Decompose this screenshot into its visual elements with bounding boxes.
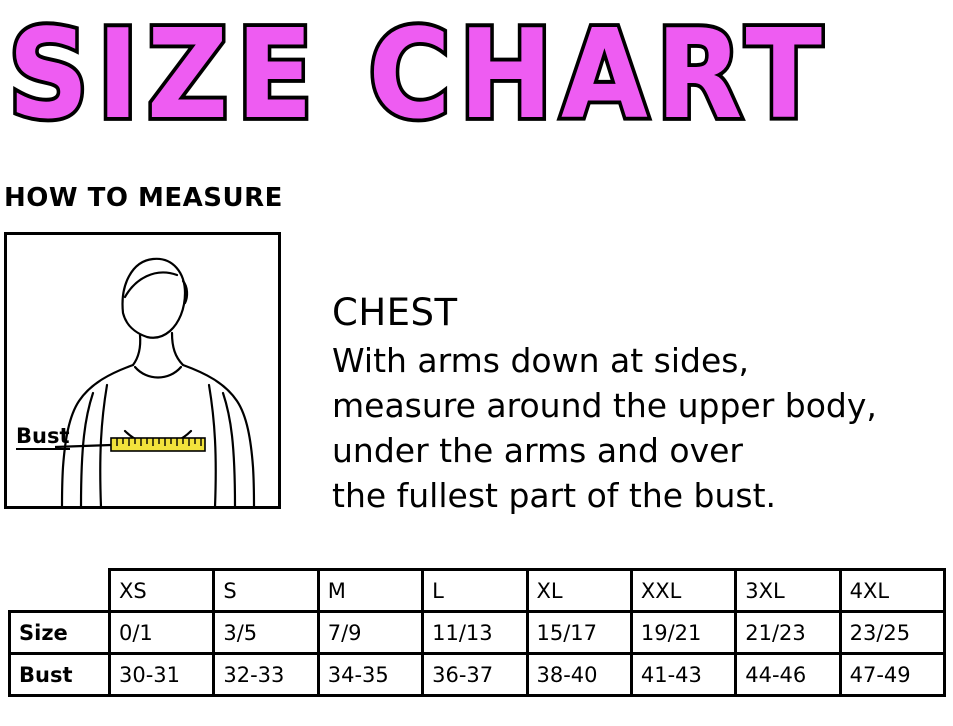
table-cell-bust-m: 34-35	[318, 654, 422, 696]
table-cell-bust-4xl: 47-49	[840, 654, 944, 696]
table-col-m: M	[318, 570, 422, 612]
measurement-figure	[4, 232, 281, 509]
tape-measure	[111, 438, 205, 451]
chest-line-4: the fullest part of the bust.	[332, 476, 777, 515]
table-cell-size-xl: 15/17	[527, 612, 631, 654]
table-row	[10, 612, 945, 654]
chest-line-2: measure around the upper body,	[332, 386, 877, 425]
bust-callout-label: Bust	[16, 424, 70, 448]
chest-line-1: With arms down at sides,	[332, 341, 749, 380]
table-cell-size-m: 7/9	[318, 612, 422, 654]
page-title: SIZE CHART	[8, 2, 831, 147]
table-col-l: L	[423, 570, 527, 612]
table-cell-size-l: 11/13	[423, 612, 527, 654]
table-cell-bust-xl: 38-40	[527, 654, 631, 696]
table-col-xl: XL	[527, 570, 631, 612]
table-col-xxl: XXL	[631, 570, 735, 612]
table-cell-bust-l: 36-37	[423, 654, 527, 696]
table-col-4xl: 4XL	[840, 570, 944, 612]
chest-heading: CHEST	[332, 291, 458, 334]
table-cell-bust-3xl: 44-46	[736, 654, 840, 696]
table-header-row	[10, 570, 945, 612]
female-torso-illustration	[7, 235, 278, 506]
table-rowhead-bust: Bust	[10, 654, 110, 696]
table-row	[10, 654, 945, 696]
table-cell-bust-xxl: 41-43	[631, 654, 735, 696]
table-cell-size-xs: 0/1	[110, 612, 214, 654]
size-table	[8, 568, 946, 697]
title-banner	[0, 0, 953, 150]
table-cell-bust-s: 32-33	[214, 654, 318, 696]
table-corner-cell	[10, 570, 110, 612]
table-cell-size-xxl: 19/21	[631, 612, 735, 654]
table-cell-bust-xs: 30-31	[110, 654, 214, 696]
table-cell-size-3xl: 21/23	[736, 612, 840, 654]
table-cell-size-4xl: 23/25	[840, 612, 944, 654]
table-col-xs: XS	[110, 570, 214, 612]
table-rowhead-size: Size	[10, 612, 110, 654]
chest-description	[332, 290, 932, 518]
table-cell-size-s: 3/5	[214, 612, 318, 654]
how-to-measure-heading: HOW TO MEASURE	[4, 183, 283, 213]
table-col-s: S	[214, 570, 318, 612]
table-col-3xl: 3XL	[736, 570, 840, 612]
chest-line-3: under the arms and over	[332, 431, 743, 470]
